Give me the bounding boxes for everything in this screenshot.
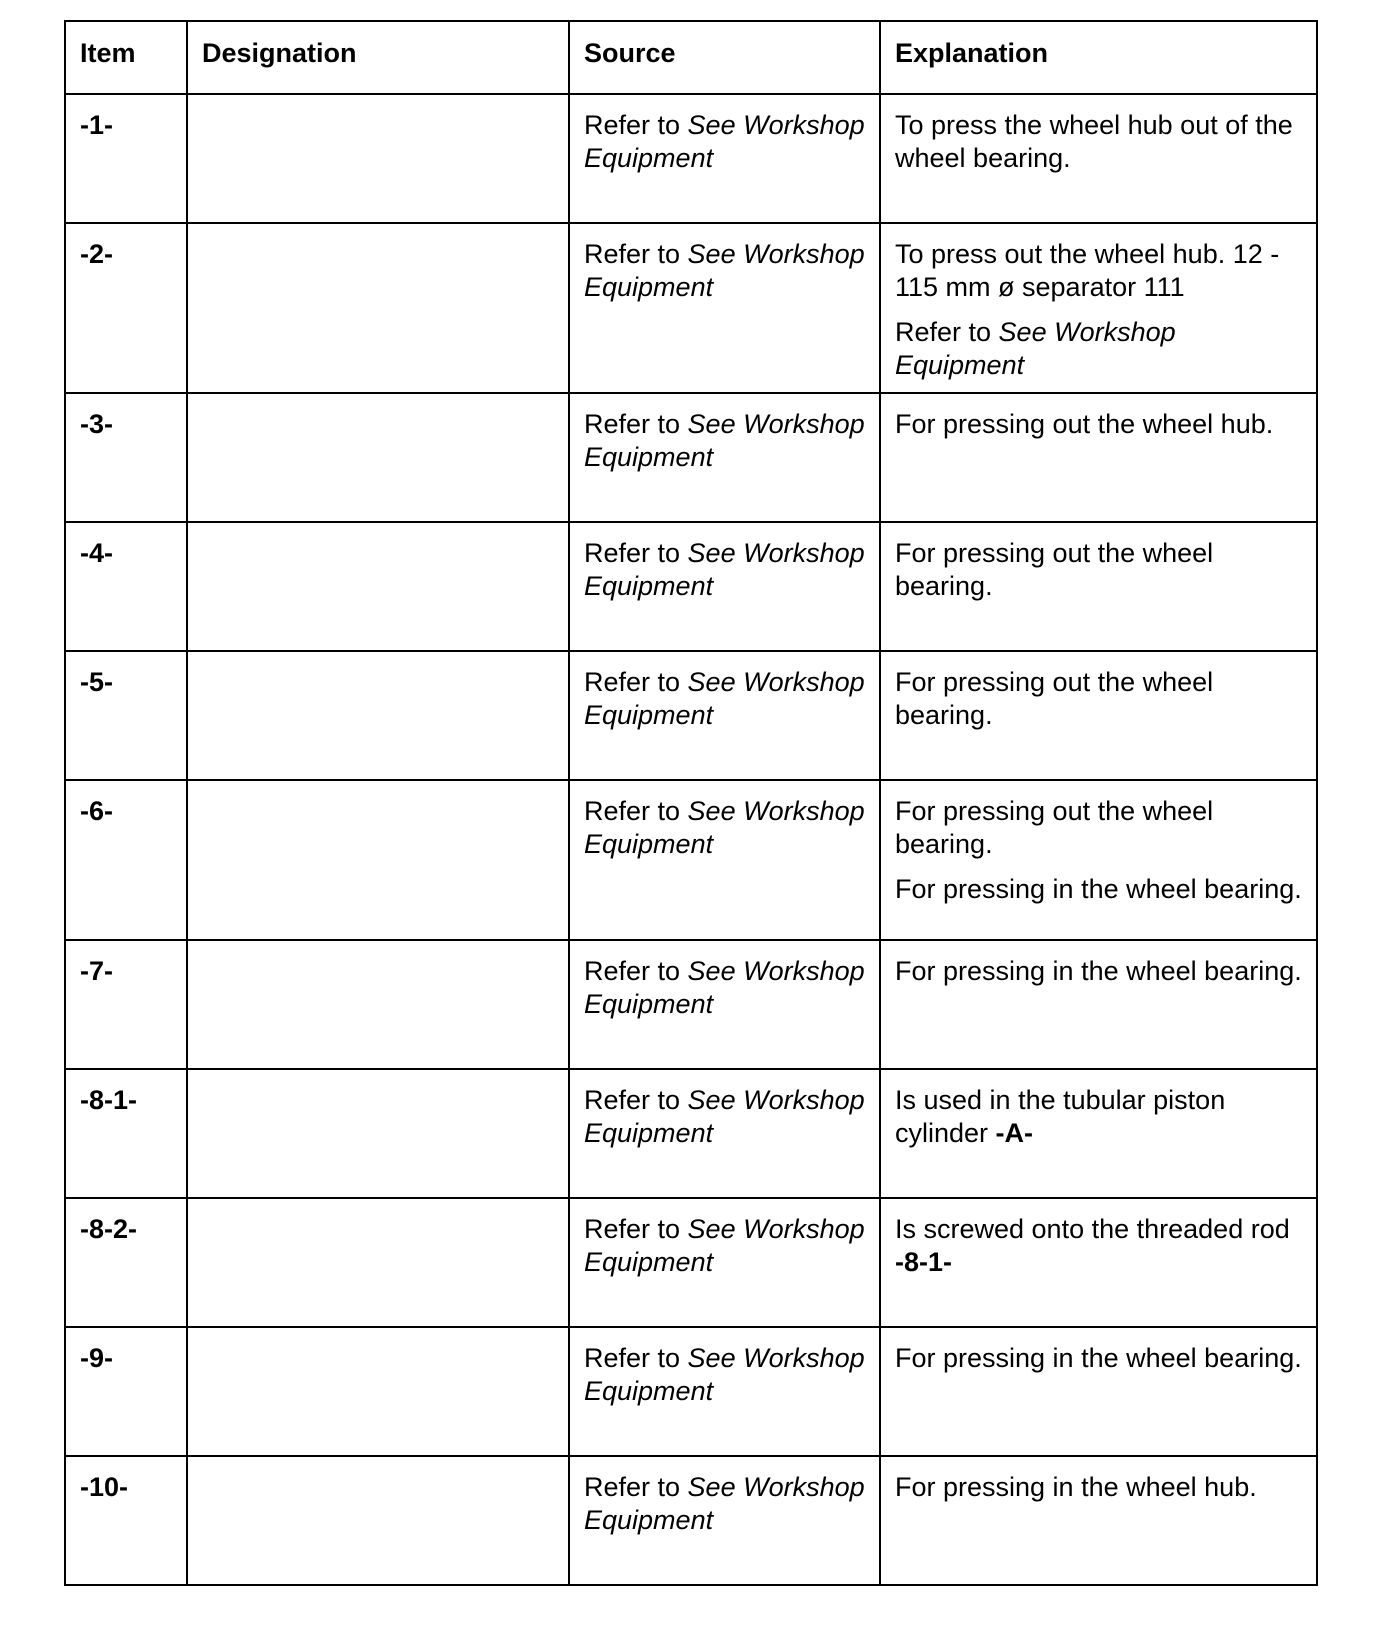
source-reference-link[interactable]: See Workshop Equipment: [584, 667, 865, 730]
source-reference-link[interactable]: See Workshop Equipment: [584, 1343, 865, 1406]
designation-cell: [187, 522, 569, 651]
explanation-text: For pressing out the wheel bearing.: [895, 667, 1214, 730]
source-reference-link[interactable]: See Workshop Equipment: [584, 1472, 865, 1535]
explanation-cell: [880, 1198, 1317, 1327]
explanation-text: To press out the wheel hub. 12 - 115 mm ø separator 111: [895, 239, 1280, 302]
source-cell: [569, 780, 880, 940]
explanation-paragraph: [895, 666, 1302, 732]
explanation-cell: [880, 651, 1317, 780]
explanation-paragraph: [895, 537, 1302, 603]
explanation-cell: [880, 522, 1317, 651]
source-reference-link[interactable]: See Workshop Equipment: [584, 538, 865, 601]
table-row: [65, 780, 1317, 940]
item-cell: -4-: [65, 522, 187, 651]
item-cell: -3-: [65, 393, 187, 522]
table-row: [65, 94, 1317, 223]
source-cell: [569, 393, 880, 522]
source-cell: [569, 223, 880, 393]
explanation-cell: [880, 1456, 1317, 1585]
table-row: [65, 1456, 1317, 1585]
explanation-cell: [880, 1069, 1317, 1198]
explanation-paragraph: [895, 238, 1302, 304]
explanation-cell: [880, 223, 1317, 393]
designation-cell: [187, 1456, 569, 1585]
source-reference-link[interactable]: See Workshop Equipment: [584, 796, 865, 859]
explanation-cell: [880, 393, 1317, 522]
explanation-text: For pressing out the wheel bearing.: [895, 538, 1214, 601]
explanation-cell: [880, 780, 1317, 940]
source-prefix: Refer to: [584, 956, 688, 986]
explanation-paragraph: [895, 1213, 1302, 1279]
designation-cell: [187, 223, 569, 393]
table-body: [65, 94, 1317, 1585]
table-row: [65, 1198, 1317, 1327]
designation-cell: [187, 1198, 569, 1327]
table-row: [65, 223, 1317, 393]
source-cell: [569, 651, 880, 780]
table-row: [65, 1327, 1317, 1456]
explanation-text: Refer to: [895, 317, 999, 347]
header-designation: Designation: [187, 21, 569, 94]
explanation-cell: [880, 94, 1317, 223]
item-cell: -9-: [65, 1327, 187, 1456]
explanation-text: For pressing out the wheel bearing.: [895, 796, 1214, 859]
source-prefix: Refer to: [584, 538, 688, 568]
source-cell: [569, 1456, 880, 1585]
explanation-text: For pressing out the wheel hub.: [895, 409, 1274, 439]
source-cell: [569, 1198, 880, 1327]
source-prefix: Refer to: [584, 239, 688, 269]
explanation-item-reference: -8-1-: [895, 1247, 953, 1277]
header-item: Item: [65, 21, 187, 94]
source-cell: [569, 1069, 880, 1198]
explanation-text: Is used in the tubular piston cylinder: [895, 1085, 1226, 1148]
source-cell: [569, 1327, 880, 1456]
explanation-paragraph: [895, 109, 1302, 175]
header-explanation: Explanation: [880, 21, 1317, 94]
designation-cell: [187, 780, 569, 940]
explanation-text: For pressing in the wheel bearing.: [895, 874, 1302, 904]
source-prefix: Refer to: [584, 1472, 688, 1502]
table-row: [65, 1069, 1317, 1198]
item-cell: -5-: [65, 651, 187, 780]
source-prefix: Refer to: [584, 667, 688, 697]
explanation-paragraph: [895, 1471, 1302, 1504]
table-row: [65, 940, 1317, 1069]
table-row: [65, 651, 1317, 780]
item-cell: -8-2-: [65, 1198, 187, 1327]
source-reference-link[interactable]: See Workshop Equipment: [584, 239, 865, 302]
explanation-cell: [880, 940, 1317, 1069]
source-prefix: Refer to: [584, 1343, 688, 1373]
explanation-paragraph: [895, 408, 1302, 441]
designation-cell: [187, 94, 569, 223]
explanation-text: For pressing in the wheel bearing.: [895, 956, 1302, 986]
source-cell: [569, 522, 880, 651]
explanation-paragraph: [895, 795, 1302, 861]
item-cell: -7-: [65, 940, 187, 1069]
source-cell: [569, 940, 880, 1069]
item-cell: -2-: [65, 223, 187, 393]
header-source: Source: [569, 21, 880, 94]
explanation-paragraph: [895, 1084, 1302, 1150]
designation-cell: [187, 651, 569, 780]
source-prefix: Refer to: [584, 110, 688, 140]
source-prefix: Refer to: [584, 796, 688, 826]
header-row: [65, 21, 1317, 94]
explanation-paragraph: [895, 1342, 1302, 1375]
source-prefix: Refer to: [584, 1214, 688, 1244]
explanation-paragraph: [895, 873, 1302, 906]
source-reference-link[interactable]: See Workshop Equipment: [584, 1214, 865, 1277]
explanation-text: For pressing in the wheel bearing.: [895, 1343, 1302, 1373]
explanation-text: To press the wheel hub out of the wheel bearing.: [895, 110, 1293, 173]
designation-cell: [187, 1069, 569, 1198]
explanation-reference-link[interactable]: See Workshop Equipment: [895, 317, 1176, 380]
item-cell: -8-1-: [65, 1069, 187, 1198]
item-cell: -10-: [65, 1456, 187, 1585]
explanation-paragraph: [895, 316, 1302, 382]
source-cell: [569, 94, 880, 223]
explanation-item-reference: -A-: [995, 1118, 1034, 1148]
source-reference-link[interactable]: See Workshop Equipment: [584, 956, 865, 1019]
explanation-paragraph: [895, 955, 1302, 988]
item-cell: -6-: [65, 780, 187, 940]
source-reference-link[interactable]: See Workshop Equipment: [584, 110, 865, 173]
explanation-text: Is screwed onto the threaded rod: [895, 1214, 1290, 1244]
source-reference-link[interactable]: See Workshop Equipment: [584, 409, 865, 472]
designation-cell: [187, 1327, 569, 1456]
source-prefix: Refer to: [584, 1085, 688, 1115]
source-prefix: Refer to: [584, 409, 688, 439]
designation-cell: [187, 940, 569, 1069]
special-tools-table: [64, 20, 1318, 1586]
table-row: [65, 522, 1317, 651]
designation-cell: [187, 393, 569, 522]
table-header: [65, 21, 1317, 94]
item-cell: -1-: [65, 94, 187, 223]
source-reference-link[interactable]: See Workshop Equipment: [584, 1085, 865, 1148]
explanation-cell: [880, 1327, 1317, 1456]
explanation-text: For pressing in the wheel hub.: [895, 1472, 1257, 1502]
table-row: [65, 393, 1317, 522]
